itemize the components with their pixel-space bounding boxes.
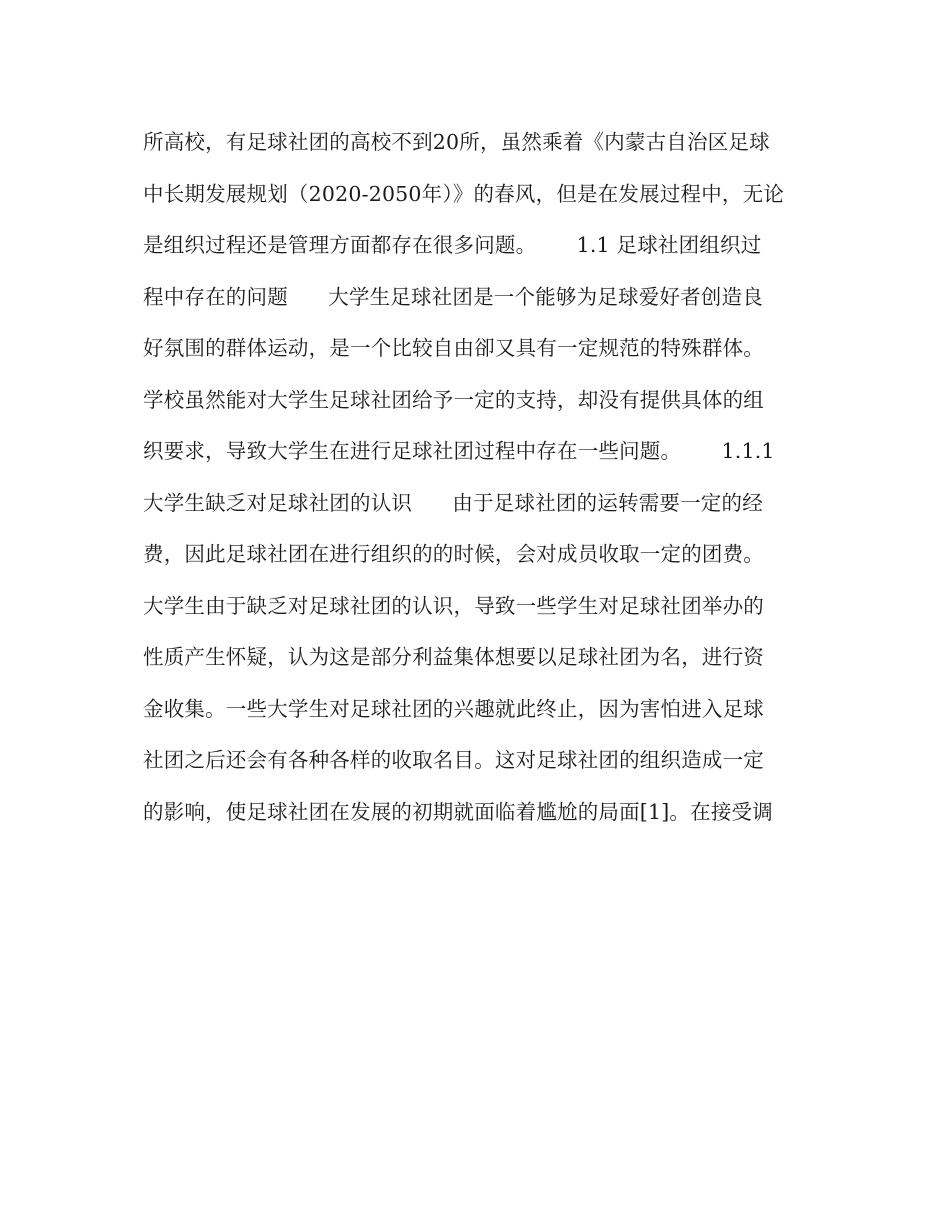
text-line: 好氛围的群体运动，是一个比较自由卻又具有一定规范的特殊群体。 [143,336,764,360]
body-text [143,124,823,845]
text-line: 的影响，使足球社团在发展的初期就面临着尴尬的局面[1]。在接受调 [143,799,773,824]
text-line: 性质产生怀疑，认为这是部分利益集体想要以足球社团为名，进行资 [143,645,764,669]
text-line: 金收集。一些大学生对足球社团的兴趣就此终止，因为害怕进入足球 [143,696,764,721]
text-line: 是组织过程还是管理方面都存在很多问题。 1.1 足球社团组织过 [143,233,762,257]
text-line: 费，因此足球社团在进行组织的的时候，会对成员收取一定的团费。 [143,542,764,566]
text-line: 学校虽然能对大学生足球社团给予一定的支持，却没有提供具体的组 [143,387,764,412]
text-line: 社团之后还会有各种各样的收取名目。这对足球社团的组织造成一定 [143,748,764,772]
text-line: 程中存在的问题 大学生足球社团是一个能够为足球爱好者创造良 [143,284,763,309]
text-line: 织要求，导致大学生在进行足球社团过程中存在一些问题。 1.1.1 [143,439,775,463]
text-line: 大学生由于缺乏对足球社团的认识，导致一些学生对足球社团举办的 [143,593,764,618]
text-line: 所高校，有足球社团的高校不到20所，虽然乘着《内蒙古自治区足球 [143,130,770,154]
text-line: 大学生缺乏对足球社团的认识 由于足球社团的运转需要一定的经 [143,490,763,515]
text-line: 中长期发展规划（2020-2050年）》的春风，但是在发展过程中，无论 [143,181,785,206]
